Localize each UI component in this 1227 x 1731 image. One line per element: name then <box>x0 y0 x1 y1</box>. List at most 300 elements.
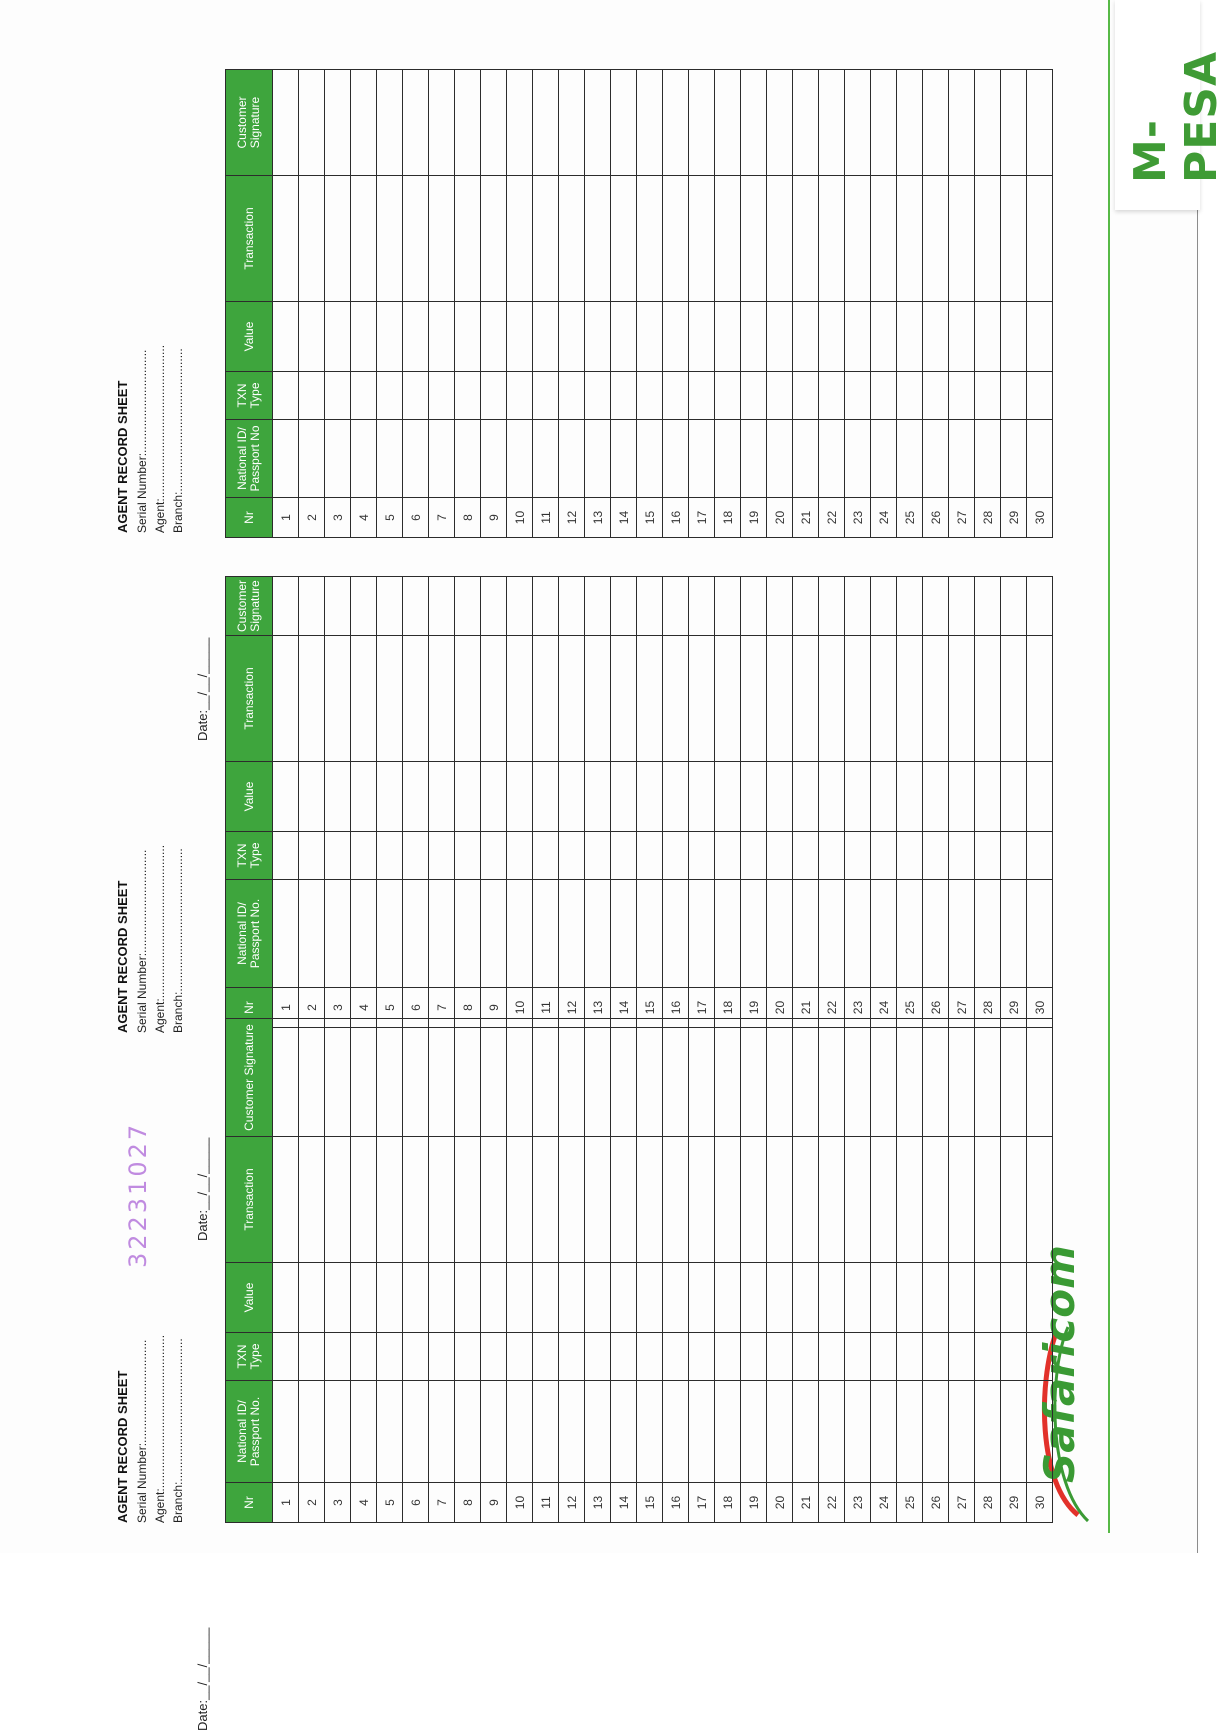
entry-cell[interactable] <box>663 70 689 176</box>
entry-cell[interactable] <box>949 1263 975 1333</box>
entry-cell[interactable] <box>585 420 611 498</box>
entry-cell[interactable] <box>377 762 403 832</box>
entry-cell[interactable] <box>377 576 403 635</box>
entry-cell[interactable] <box>715 1137 741 1263</box>
entry-cell[interactable] <box>1001 576 1027 635</box>
entry-cell[interactable] <box>845 70 871 176</box>
entry-cell[interactable] <box>585 880 611 988</box>
serial-number-field[interactable]: Serial Number:............................... <box>135 849 149 1033</box>
entry-cell[interactable] <box>845 762 871 832</box>
entry-cell[interactable] <box>559 1137 585 1263</box>
entry-cell[interactable] <box>949 762 975 832</box>
entry-cell[interactable] <box>299 1019 325 1137</box>
entry-cell[interactable] <box>871 372 897 420</box>
entry-cell[interactable] <box>637 832 663 880</box>
entry-cell[interactable] <box>325 420 351 498</box>
entry-cell[interactable] <box>559 636 585 762</box>
entry-cell[interactable] <box>559 1333 585 1381</box>
entry-cell[interactable] <box>793 762 819 832</box>
entry-cell[interactable] <box>663 420 689 498</box>
entry-cell[interactable] <box>377 880 403 988</box>
entry-cell[interactable] <box>611 1333 637 1381</box>
entry-cell[interactable] <box>429 1381 455 1483</box>
entry-cell[interactable] <box>689 1263 715 1333</box>
entry-cell[interactable] <box>793 1333 819 1381</box>
entry-cell[interactable] <box>975 372 1001 420</box>
entry-cell[interactable] <box>923 1019 949 1137</box>
entry-cell[interactable] <box>455 302 481 372</box>
entry-cell[interactable] <box>1001 832 1027 880</box>
entry-cell[interactable] <box>897 176 923 302</box>
entry-cell[interactable] <box>897 832 923 880</box>
entry-cell[interactable] <box>325 762 351 832</box>
branch-field[interactable]: Branch:........................................... <box>171 848 185 1033</box>
entry-cell[interactable] <box>299 762 325 832</box>
entry-cell[interactable] <box>403 302 429 372</box>
entry-cell[interactable] <box>767 880 793 988</box>
entry-cell[interactable] <box>923 302 949 372</box>
entry-cell[interactable] <box>949 372 975 420</box>
entry-cell[interactable] <box>741 636 767 762</box>
entry-cell[interactable] <box>923 832 949 880</box>
entry-cell[interactable] <box>1027 762 1053 832</box>
entry-cell[interactable] <box>455 636 481 762</box>
entry-cell[interactable] <box>1027 1019 1053 1137</box>
entry-cell[interactable] <box>507 70 533 176</box>
entry-cell[interactable] <box>1027 1333 1053 1381</box>
entry-cell[interactable] <box>377 1263 403 1333</box>
entry-cell[interactable] <box>845 302 871 372</box>
entry-cell[interactable] <box>273 176 299 302</box>
entry-cell[interactable] <box>845 1381 871 1483</box>
entry-cell[interactable] <box>1001 70 1027 176</box>
entry-cell[interactable] <box>1001 636 1027 762</box>
entry-cell[interactable] <box>689 420 715 498</box>
entry-cell[interactable] <box>325 880 351 988</box>
entry-cell[interactable] <box>1001 302 1027 372</box>
entry-cell[interactable] <box>403 1019 429 1137</box>
entry-cell[interactable] <box>637 762 663 832</box>
entry-cell[interactable] <box>871 302 897 372</box>
entry-cell[interactable] <box>611 1019 637 1137</box>
entry-cell[interactable] <box>1001 1019 1027 1137</box>
entry-cell[interactable] <box>1027 372 1053 420</box>
entry-cell[interactable] <box>923 1137 949 1263</box>
entry-cell[interactable] <box>325 832 351 880</box>
entry-cell[interactable] <box>507 1333 533 1381</box>
entry-cell[interactable] <box>299 880 325 988</box>
entry-cell[interactable] <box>299 1263 325 1333</box>
entry-cell[interactable] <box>429 1019 455 1137</box>
entry-cell[interactable] <box>299 832 325 880</box>
entry-cell[interactable] <box>611 1137 637 1263</box>
entry-cell[interactable] <box>793 832 819 880</box>
entry-cell[interactable] <box>611 636 637 762</box>
entry-cell[interactable] <box>299 1137 325 1263</box>
entry-cell[interactable] <box>715 176 741 302</box>
entry-cell[interactable] <box>403 1137 429 1263</box>
entry-cell[interactable] <box>1027 636 1053 762</box>
entry-cell[interactable] <box>559 880 585 988</box>
entry-cell[interactable] <box>897 762 923 832</box>
entry-cell[interactable] <box>819 1381 845 1483</box>
entry-cell[interactable] <box>455 832 481 880</box>
entry-cell[interactable] <box>715 762 741 832</box>
entry-cell[interactable] <box>533 176 559 302</box>
entry-cell[interactable] <box>325 1019 351 1137</box>
entry-cell[interactable] <box>273 636 299 762</box>
entry-cell[interactable] <box>767 1333 793 1381</box>
entry-cell[interactable] <box>793 420 819 498</box>
entry-cell[interactable] <box>663 762 689 832</box>
entry-cell[interactable] <box>819 1333 845 1381</box>
entry-cell[interactable] <box>897 372 923 420</box>
entry-cell[interactable] <box>429 1263 455 1333</box>
entry-cell[interactable] <box>533 420 559 498</box>
entry-cell[interactable] <box>637 1019 663 1137</box>
entry-cell[interactable] <box>975 636 1001 762</box>
entry-cell[interactable] <box>767 1137 793 1263</box>
entry-cell[interactable] <box>923 420 949 498</box>
entry-cell[interactable] <box>819 1263 845 1333</box>
entry-cell[interactable] <box>975 762 1001 832</box>
entry-cell[interactable] <box>949 1381 975 1483</box>
entry-cell[interactable] <box>377 176 403 302</box>
entry-cell[interactable] <box>559 576 585 635</box>
entry-cell[interactable] <box>663 176 689 302</box>
entry-cell[interactable] <box>715 576 741 635</box>
entry-cell[interactable] <box>1027 420 1053 498</box>
entry-cell[interactable] <box>585 762 611 832</box>
entry-cell[interactable] <box>611 70 637 176</box>
entry-cell[interactable] <box>1027 70 1053 176</box>
entry-cell[interactable] <box>299 70 325 176</box>
entry-cell[interactable] <box>975 576 1001 635</box>
entry-cell[interactable] <box>975 70 1001 176</box>
entry-cell[interactable] <box>351 1263 377 1333</box>
entry-cell[interactable] <box>507 1019 533 1137</box>
entry-cell[interactable] <box>897 1137 923 1263</box>
entry-cell[interactable] <box>559 1381 585 1483</box>
entry-cell[interactable] <box>715 880 741 988</box>
entry-cell[interactable] <box>689 1137 715 1263</box>
entry-cell[interactable] <box>897 1263 923 1333</box>
entry-cell[interactable] <box>351 1137 377 1263</box>
entry-cell[interactable] <box>1001 1381 1027 1483</box>
entry-cell[interactable] <box>351 576 377 635</box>
entry-cell[interactable] <box>897 636 923 762</box>
entry-cell[interactable] <box>559 762 585 832</box>
entry-cell[interactable] <box>1001 762 1027 832</box>
entry-cell[interactable] <box>377 832 403 880</box>
entry-cell[interactable] <box>767 176 793 302</box>
entry-cell[interactable] <box>351 1333 377 1381</box>
entry-cell[interactable] <box>975 420 1001 498</box>
agent-field[interactable]: Agent:.............................................. <box>153 1334 167 1523</box>
entry-cell[interactable] <box>585 1263 611 1333</box>
entry-cell[interactable] <box>533 1381 559 1483</box>
entry-cell[interactable] <box>377 372 403 420</box>
entry-cell[interactable] <box>507 576 533 635</box>
entry-cell[interactable] <box>611 576 637 635</box>
entry-cell[interactable] <box>1027 1381 1053 1483</box>
entry-cell[interactable] <box>819 832 845 880</box>
entry-cell[interactable] <box>351 70 377 176</box>
entry-cell[interactable] <box>481 832 507 880</box>
entry-cell[interactable] <box>741 576 767 635</box>
entry-cell[interactable] <box>715 636 741 762</box>
entry-cell[interactable] <box>741 1381 767 1483</box>
entry-cell[interactable] <box>793 576 819 635</box>
entry-cell[interactable] <box>403 1333 429 1381</box>
entry-cell[interactable] <box>377 420 403 498</box>
serial-number-field[interactable]: Serial Number:............................... <box>135 1339 149 1523</box>
entry-cell[interactable] <box>975 1263 1001 1333</box>
entry-cell[interactable] <box>299 1333 325 1381</box>
entry-cell[interactable] <box>871 576 897 635</box>
entry-cell[interactable] <box>637 372 663 420</box>
entry-cell[interactable] <box>1027 1263 1053 1333</box>
entry-cell[interactable] <box>585 1137 611 1263</box>
entry-cell[interactable] <box>715 832 741 880</box>
entry-cell[interactable] <box>585 372 611 420</box>
entry-cell[interactable] <box>923 1381 949 1483</box>
entry-cell[interactable] <box>1001 372 1027 420</box>
entry-cell[interactable] <box>377 302 403 372</box>
entry-cell[interactable] <box>585 176 611 302</box>
agent-field[interactable]: Agent:.............................................. <box>153 844 167 1033</box>
entry-cell[interactable] <box>845 1137 871 1263</box>
entry-cell[interactable] <box>481 636 507 762</box>
entry-cell[interactable] <box>611 302 637 372</box>
entry-cell[interactable] <box>767 1019 793 1137</box>
entry-cell[interactable] <box>1001 1333 1027 1381</box>
entry-cell[interactable] <box>819 302 845 372</box>
entry-cell[interactable] <box>871 1381 897 1483</box>
entry-cell[interactable] <box>845 176 871 302</box>
entry-cell[interactable] <box>481 1019 507 1137</box>
entry-cell[interactable] <box>325 576 351 635</box>
entry-cell[interactable] <box>923 762 949 832</box>
entry-cell[interactable] <box>715 420 741 498</box>
entry-cell[interactable] <box>689 576 715 635</box>
entry-cell[interactable] <box>507 832 533 880</box>
entry-cell[interactable] <box>1001 1137 1027 1263</box>
entry-cell[interactable] <box>273 832 299 880</box>
entry-cell[interactable] <box>273 1019 299 1137</box>
entry-cell[interactable] <box>585 1019 611 1137</box>
entry-cell[interactable] <box>429 832 455 880</box>
entry-cell[interactable] <box>559 832 585 880</box>
entry-cell[interactable] <box>533 1333 559 1381</box>
entry-cell[interactable] <box>585 576 611 635</box>
entry-cell[interactable] <box>871 880 897 988</box>
entry-cell[interactable] <box>949 880 975 988</box>
entry-cell[interactable] <box>559 176 585 302</box>
entry-cell[interactable] <box>767 420 793 498</box>
entry-cell[interactable] <box>429 762 455 832</box>
entry-cell[interactable] <box>611 372 637 420</box>
entry-cell[interactable] <box>507 762 533 832</box>
entry-cell[interactable] <box>715 372 741 420</box>
entry-cell[interactable] <box>793 70 819 176</box>
entry-cell[interactable] <box>689 1019 715 1137</box>
entry-cell[interactable] <box>273 302 299 372</box>
entry-cell[interactable] <box>325 636 351 762</box>
entry-cell[interactable] <box>767 1263 793 1333</box>
entry-cell[interactable] <box>871 832 897 880</box>
entry-cell[interactable] <box>793 880 819 988</box>
entry-cell[interactable] <box>975 302 1001 372</box>
entry-cell[interactable] <box>689 302 715 372</box>
entry-cell[interactable] <box>715 1019 741 1137</box>
entry-cell[interactable] <box>455 1137 481 1263</box>
entry-cell[interactable] <box>507 1137 533 1263</box>
entry-cell[interactable] <box>949 576 975 635</box>
entry-cell[interactable] <box>637 1333 663 1381</box>
entry-cell[interactable] <box>741 302 767 372</box>
entry-cell[interactable] <box>533 762 559 832</box>
entry-cell[interactable] <box>403 762 429 832</box>
entry-cell[interactable] <box>949 1137 975 1263</box>
entry-cell[interactable] <box>793 176 819 302</box>
entry-cell[interactable] <box>585 302 611 372</box>
entry-cell[interactable] <box>429 636 455 762</box>
entry-cell[interactable] <box>429 880 455 988</box>
entry-cell[interactable] <box>403 70 429 176</box>
entry-cell[interactable] <box>897 70 923 176</box>
entry-cell[interactable] <box>741 1137 767 1263</box>
entry-cell[interactable] <box>559 1263 585 1333</box>
entry-cell[interactable] <box>351 832 377 880</box>
entry-cell[interactable] <box>767 372 793 420</box>
entry-cell[interactable] <box>689 880 715 988</box>
entry-cell[interactable] <box>559 420 585 498</box>
entry-cell[interactable] <box>741 372 767 420</box>
entry-cell[interactable] <box>403 372 429 420</box>
entry-cell[interactable] <box>819 70 845 176</box>
entry-cell[interactable] <box>611 176 637 302</box>
entry-cell[interactable] <box>585 636 611 762</box>
entry-cell[interactable] <box>975 1019 1001 1137</box>
entry-cell[interactable] <box>273 1263 299 1333</box>
entry-cell[interactable] <box>455 1019 481 1137</box>
entry-cell[interactable] <box>299 1381 325 1483</box>
entry-cell[interactable] <box>689 832 715 880</box>
entry-cell[interactable] <box>975 1333 1001 1381</box>
entry-cell[interactable] <box>949 1333 975 1381</box>
entry-cell[interactable] <box>637 420 663 498</box>
entry-cell[interactable] <box>793 1019 819 1137</box>
entry-cell[interactable] <box>455 372 481 420</box>
entry-cell[interactable] <box>533 636 559 762</box>
entry-cell[interactable] <box>559 302 585 372</box>
entry-cell[interactable] <box>299 636 325 762</box>
entry-cell[interactable] <box>793 302 819 372</box>
entry-cell[interactable] <box>351 1381 377 1483</box>
entry-cell[interactable] <box>507 372 533 420</box>
entry-cell[interactable] <box>741 762 767 832</box>
entry-cell[interactable] <box>429 420 455 498</box>
entry-cell[interactable] <box>871 176 897 302</box>
entry-cell[interactable] <box>793 636 819 762</box>
entry-cell[interactable] <box>481 372 507 420</box>
entry-cell[interactable] <box>351 762 377 832</box>
entry-cell[interactable] <box>663 1381 689 1483</box>
entry-cell[interactable] <box>533 1019 559 1137</box>
entry-cell[interactable] <box>533 372 559 420</box>
entry-cell[interactable] <box>663 1019 689 1137</box>
entry-cell[interactable] <box>923 1263 949 1333</box>
entry-cell[interactable] <box>403 636 429 762</box>
entry-cell[interactable] <box>559 372 585 420</box>
entry-cell[interactable] <box>273 576 299 635</box>
entry-cell[interactable] <box>689 176 715 302</box>
entry-cell[interactable] <box>689 70 715 176</box>
entry-cell[interactable] <box>897 1019 923 1137</box>
entry-cell[interactable] <box>455 576 481 635</box>
entry-cell[interactable] <box>273 1381 299 1483</box>
entry-cell[interactable] <box>507 1381 533 1483</box>
entry-cell[interactable] <box>325 1137 351 1263</box>
date-field[interactable]: Date:__/__/_____ <box>195 637 210 741</box>
entry-cell[interactable] <box>871 420 897 498</box>
entry-cell[interactable] <box>403 880 429 988</box>
entry-cell[interactable] <box>949 1019 975 1137</box>
entry-cell[interactable] <box>663 576 689 635</box>
entry-cell[interactable] <box>637 1381 663 1483</box>
entry-cell[interactable] <box>325 176 351 302</box>
entry-cell[interactable] <box>663 636 689 762</box>
entry-cell[interactable] <box>377 1137 403 1263</box>
entry-cell[interactable] <box>923 176 949 302</box>
entry-cell[interactable] <box>481 880 507 988</box>
entry-cell[interactable] <box>481 1137 507 1263</box>
entry-cell[interactable] <box>689 762 715 832</box>
entry-cell[interactable] <box>429 70 455 176</box>
entry-cell[interactable] <box>403 1381 429 1483</box>
entry-cell[interactable] <box>273 1137 299 1263</box>
entry-cell[interactable] <box>975 176 1001 302</box>
entry-cell[interactable] <box>403 1263 429 1333</box>
entry-cell[interactable] <box>715 302 741 372</box>
entry-cell[interactable] <box>663 880 689 988</box>
entry-cell[interactable] <box>663 1137 689 1263</box>
entry-cell[interactable] <box>273 420 299 498</box>
entry-cell[interactable] <box>533 576 559 635</box>
entry-cell[interactable] <box>637 636 663 762</box>
entry-cell[interactable] <box>299 372 325 420</box>
entry-cell[interactable] <box>455 1333 481 1381</box>
entry-cell[interactable] <box>429 576 455 635</box>
entry-cell[interactable] <box>663 1263 689 1333</box>
entry-cell[interactable] <box>741 1019 767 1137</box>
entry-cell[interactable] <box>663 1333 689 1381</box>
agent-field[interactable]: Agent:.............................................. <box>153 344 167 533</box>
entry-cell[interactable] <box>377 1019 403 1137</box>
entry-cell[interactable] <box>845 576 871 635</box>
entry-cell[interactable] <box>507 420 533 498</box>
entry-cell[interactable] <box>637 880 663 988</box>
entry-cell[interactable] <box>689 636 715 762</box>
entry-cell[interactable] <box>1027 1137 1053 1263</box>
entry-cell[interactable] <box>793 372 819 420</box>
entry-cell[interactable] <box>949 176 975 302</box>
entry-cell[interactable] <box>403 420 429 498</box>
entry-cell[interactable] <box>507 302 533 372</box>
entry-cell[interactable] <box>767 1381 793 1483</box>
entry-cell[interactable] <box>949 302 975 372</box>
